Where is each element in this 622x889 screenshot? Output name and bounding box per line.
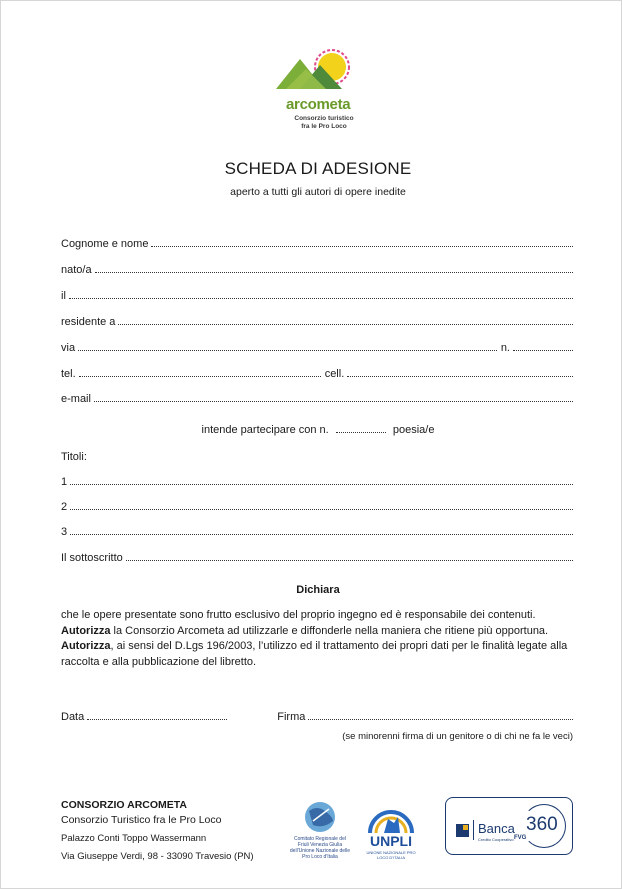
cognome-row	[61, 238, 573, 250]
banca-fvg: FVG	[514, 835, 527, 841]
titolo1-field[interactable]	[70, 476, 573, 485]
sottoscritto-label: Il sottoscritto	[61, 552, 123, 564]
numero-field[interactable]	[513, 342, 573, 351]
unpli-name: UNPLI	[370, 833, 412, 849]
declaration-text	[61, 608, 581, 670]
residente-field[interactable]	[118, 316, 573, 325]
firma-field[interactable]	[308, 711, 573, 720]
il-row	[61, 290, 573, 302]
tel-field[interactable]	[79, 368, 321, 377]
org-name: CONSORZIO ARCOMETA	[61, 799, 187, 811]
rainbow-icon	[364, 805, 418, 833]
cell-label: cell.	[324, 368, 345, 380]
nato-label: nato/a	[61, 264, 92, 276]
partecipa-prefix: intende partecipare con n.	[201, 424, 329, 436]
comitato-logo	[289, 801, 351, 860]
partecipa-line	[1, 424, 622, 436]
via-field[interactable]	[78, 342, 497, 351]
titoli-label: Titoli:	[61, 451, 87, 463]
partecipa-suffix: poesia/e	[392, 424, 435, 436]
email-label: e-mail	[61, 393, 91, 405]
titolo3-field[interactable]	[70, 526, 573, 535]
tel-row	[61, 368, 573, 380]
titolo2-row	[61, 501, 573, 513]
nato-field[interactable]	[95, 264, 573, 273]
org-description: Consorzio Turistico fra le Pro Loco	[61, 814, 222, 826]
logo-subtitle-line1: Consorzio turistico	[294, 115, 354, 122]
globe-icon	[289, 801, 351, 835]
banca-number: 360	[526, 814, 558, 835]
titolo1-label: 1	[61, 476, 68, 488]
titolo3-label: 3	[61, 526, 68, 538]
declaration-line1: che le opere presentate sono frutto esclusivo del proprio ingegno ed è responsabile dei contenuti.	[61, 609, 536, 621]
banca-subtitle: Credito Cooperativo	[478, 837, 514, 842]
autorizza1-bold: Autorizza	[61, 624, 111, 637]
cell-field[interactable]	[347, 368, 573, 377]
sottoscritto-row	[61, 552, 573, 564]
arcometa-logo	[274, 47, 364, 137]
titolo3-row	[61, 526, 573, 538]
titoli-row	[61, 451, 573, 463]
banca-360-logo	[445, 797, 573, 855]
minor-note: (se minorenni firma di un genitore o di chi ne fa le veci)	[342, 731, 573, 742]
autorizza2-text: , ai sensi del D.Lgs 196/2003, l’utilizzo ed il trattamento dei propri dati per le finalità legate alla raccolta e alla pubblicazione del libretto.	[61, 640, 568, 668]
autorizza1-text: la Consorzio Arcometa ad utilizzarle e diffonderle nella maniera che ritiene più opportuna.	[110, 624, 549, 637]
cognome-label: Cognome e nome	[61, 238, 149, 250]
firma-label: Firma	[277, 711, 306, 723]
titolo1-row	[61, 476, 573, 488]
il-label: il	[61, 290, 66, 302]
numero-label: n.	[500, 342, 510, 354]
banca-square-icon	[456, 824, 469, 837]
autorizza2-bold: Autorizza	[61, 640, 111, 652]
nato-row	[61, 264, 573, 276]
email-field[interactable]	[94, 393, 573, 402]
logo-subtitle-line2: fra le Pro Loco	[301, 123, 347, 130]
footer-organization	[61, 798, 254, 864]
titolo2-label: 2	[61, 501, 68, 513]
mountains-sun-icon	[274, 47, 364, 97]
page-title: SCHEDA DI ADESIONE	[224, 159, 412, 178]
titolo2-field[interactable]	[70, 501, 573, 510]
banca-name: Banca	[478, 821, 515, 836]
signature-row	[61, 711, 573, 723]
poesie-count-field[interactable]	[336, 424, 386, 433]
cognome-field[interactable]	[151, 238, 573, 247]
il-field[interactable]	[69, 290, 573, 299]
tel-label: tel.	[61, 368, 76, 380]
org-address2: Via Giuseppe Verdi, 98 - 33090 Travesio (PN)	[61, 851, 254, 862]
logo-subtitle	[288, 115, 360, 131]
via-row	[61, 342, 573, 354]
org-address1: Palazzo Conti Toppo Wassermann	[61, 833, 207, 844]
page-subtitle: aperto a tutti gli autori di opere inedite	[230, 186, 406, 198]
banca-divider	[473, 820, 474, 840]
via-label: via	[61, 342, 76, 354]
residente-label: residente a	[61, 316, 116, 328]
unpli-subtitle: UNIONE NAZIONALE PRO LOCO D'ITALIA	[366, 850, 416, 860]
dichiara-heading: Dichiara	[296, 584, 340, 596]
data-field[interactable]	[87, 711, 227, 720]
data-label: Data	[61, 711, 85, 723]
unpli-logo	[364, 805, 418, 860]
email-row	[61, 393, 573, 405]
sottoscritto-field[interactable]	[126, 552, 573, 561]
logo-name: arcometa	[286, 96, 351, 113]
comitato-text: Comitato Regionale del Friuli Venezia Giulia dell'Unione Nazionale delle Pro Loco d'Italia	[289, 836, 351, 860]
residente-row	[61, 316, 573, 328]
